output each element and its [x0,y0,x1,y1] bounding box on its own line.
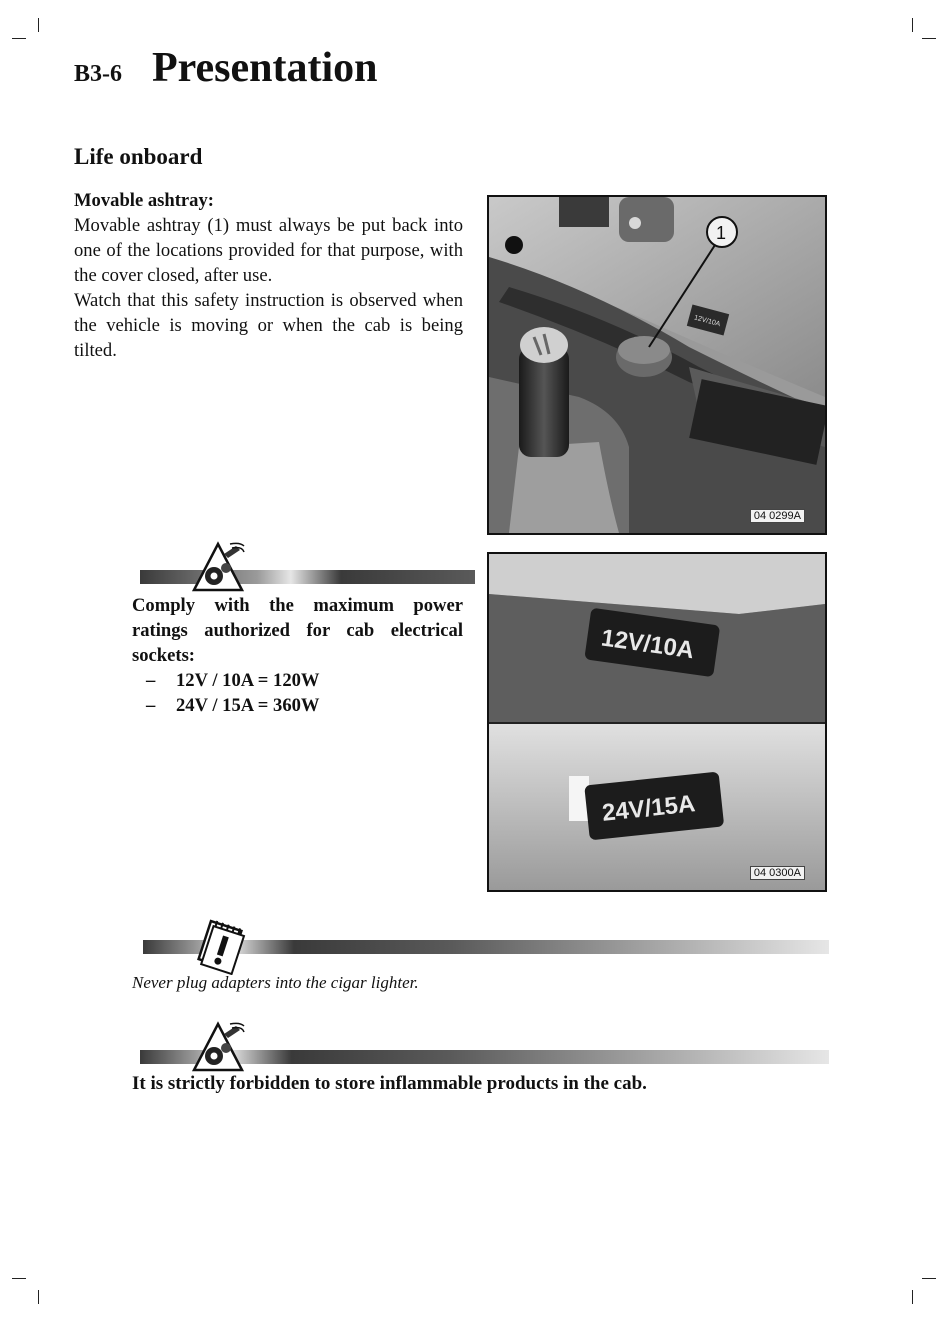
storage-warning: It is strictly forbidden to store inflammable products in the cab. [132,1073,647,1094]
socket-label-24v: 24V/15A [600,790,697,827]
sockets-photo [487,552,827,892]
power-warning [132,593,463,718]
crop-mark [922,38,936,39]
list-dash: – [146,670,156,691]
power-warning-intro: Comply with the maximum power ratings authorized for cab electrical sockets: [132,595,463,666]
warning-tools-icon [190,1020,246,1076]
crop-mark [12,1278,26,1279]
section-code: B3-6 [74,61,122,87]
list-dash: – [146,695,156,716]
notepad-exclamation-icon [192,915,248,975]
ashtray-text [74,188,463,363]
power-rating-12v: 12V / 10A = 120W [176,670,320,691]
socket-label-12v: 12V/10A [599,624,696,665]
callout-number: 1 [716,223,727,243]
socket-label-small: 12V/10A [693,314,721,329]
ashtray-paragraph-1: Movable ashtray (1) must always be put back into one of the locations provided for that purpose, with the cover closed, after use. [74,215,463,286]
figure-reference-2: 04 0300A [750,866,805,880]
list-item [132,693,463,718]
ashtray-photo [487,195,827,535]
sockets-photo-drawing [489,554,825,890]
list-item [132,668,463,693]
crop-mark [912,1290,913,1304]
power-rating-24v: 24V / 15A = 360W [176,695,320,716]
section-heading: Life onboard [74,144,203,169]
crop-mark [38,18,39,32]
ashtray-subheading: Movable ashtray: [74,190,214,211]
adapter-note: Never plug adapters into the cigar lighter. [132,973,419,992]
warning-tools-icon [190,540,246,596]
crop-mark [38,1290,39,1304]
page-title: Presentation [152,45,378,91]
crop-mark [922,1278,936,1279]
ashtray-paragraph-2: Watch that this safety instruction is observed when the vehicle is moving or when the cab is being tilted. [74,290,463,361]
figure-reference-1: 04 0299A [750,509,805,523]
crop-mark [12,38,26,39]
page-header [74,44,378,92]
crop-mark [912,18,913,32]
ashtray-photo-drawing [489,197,825,533]
